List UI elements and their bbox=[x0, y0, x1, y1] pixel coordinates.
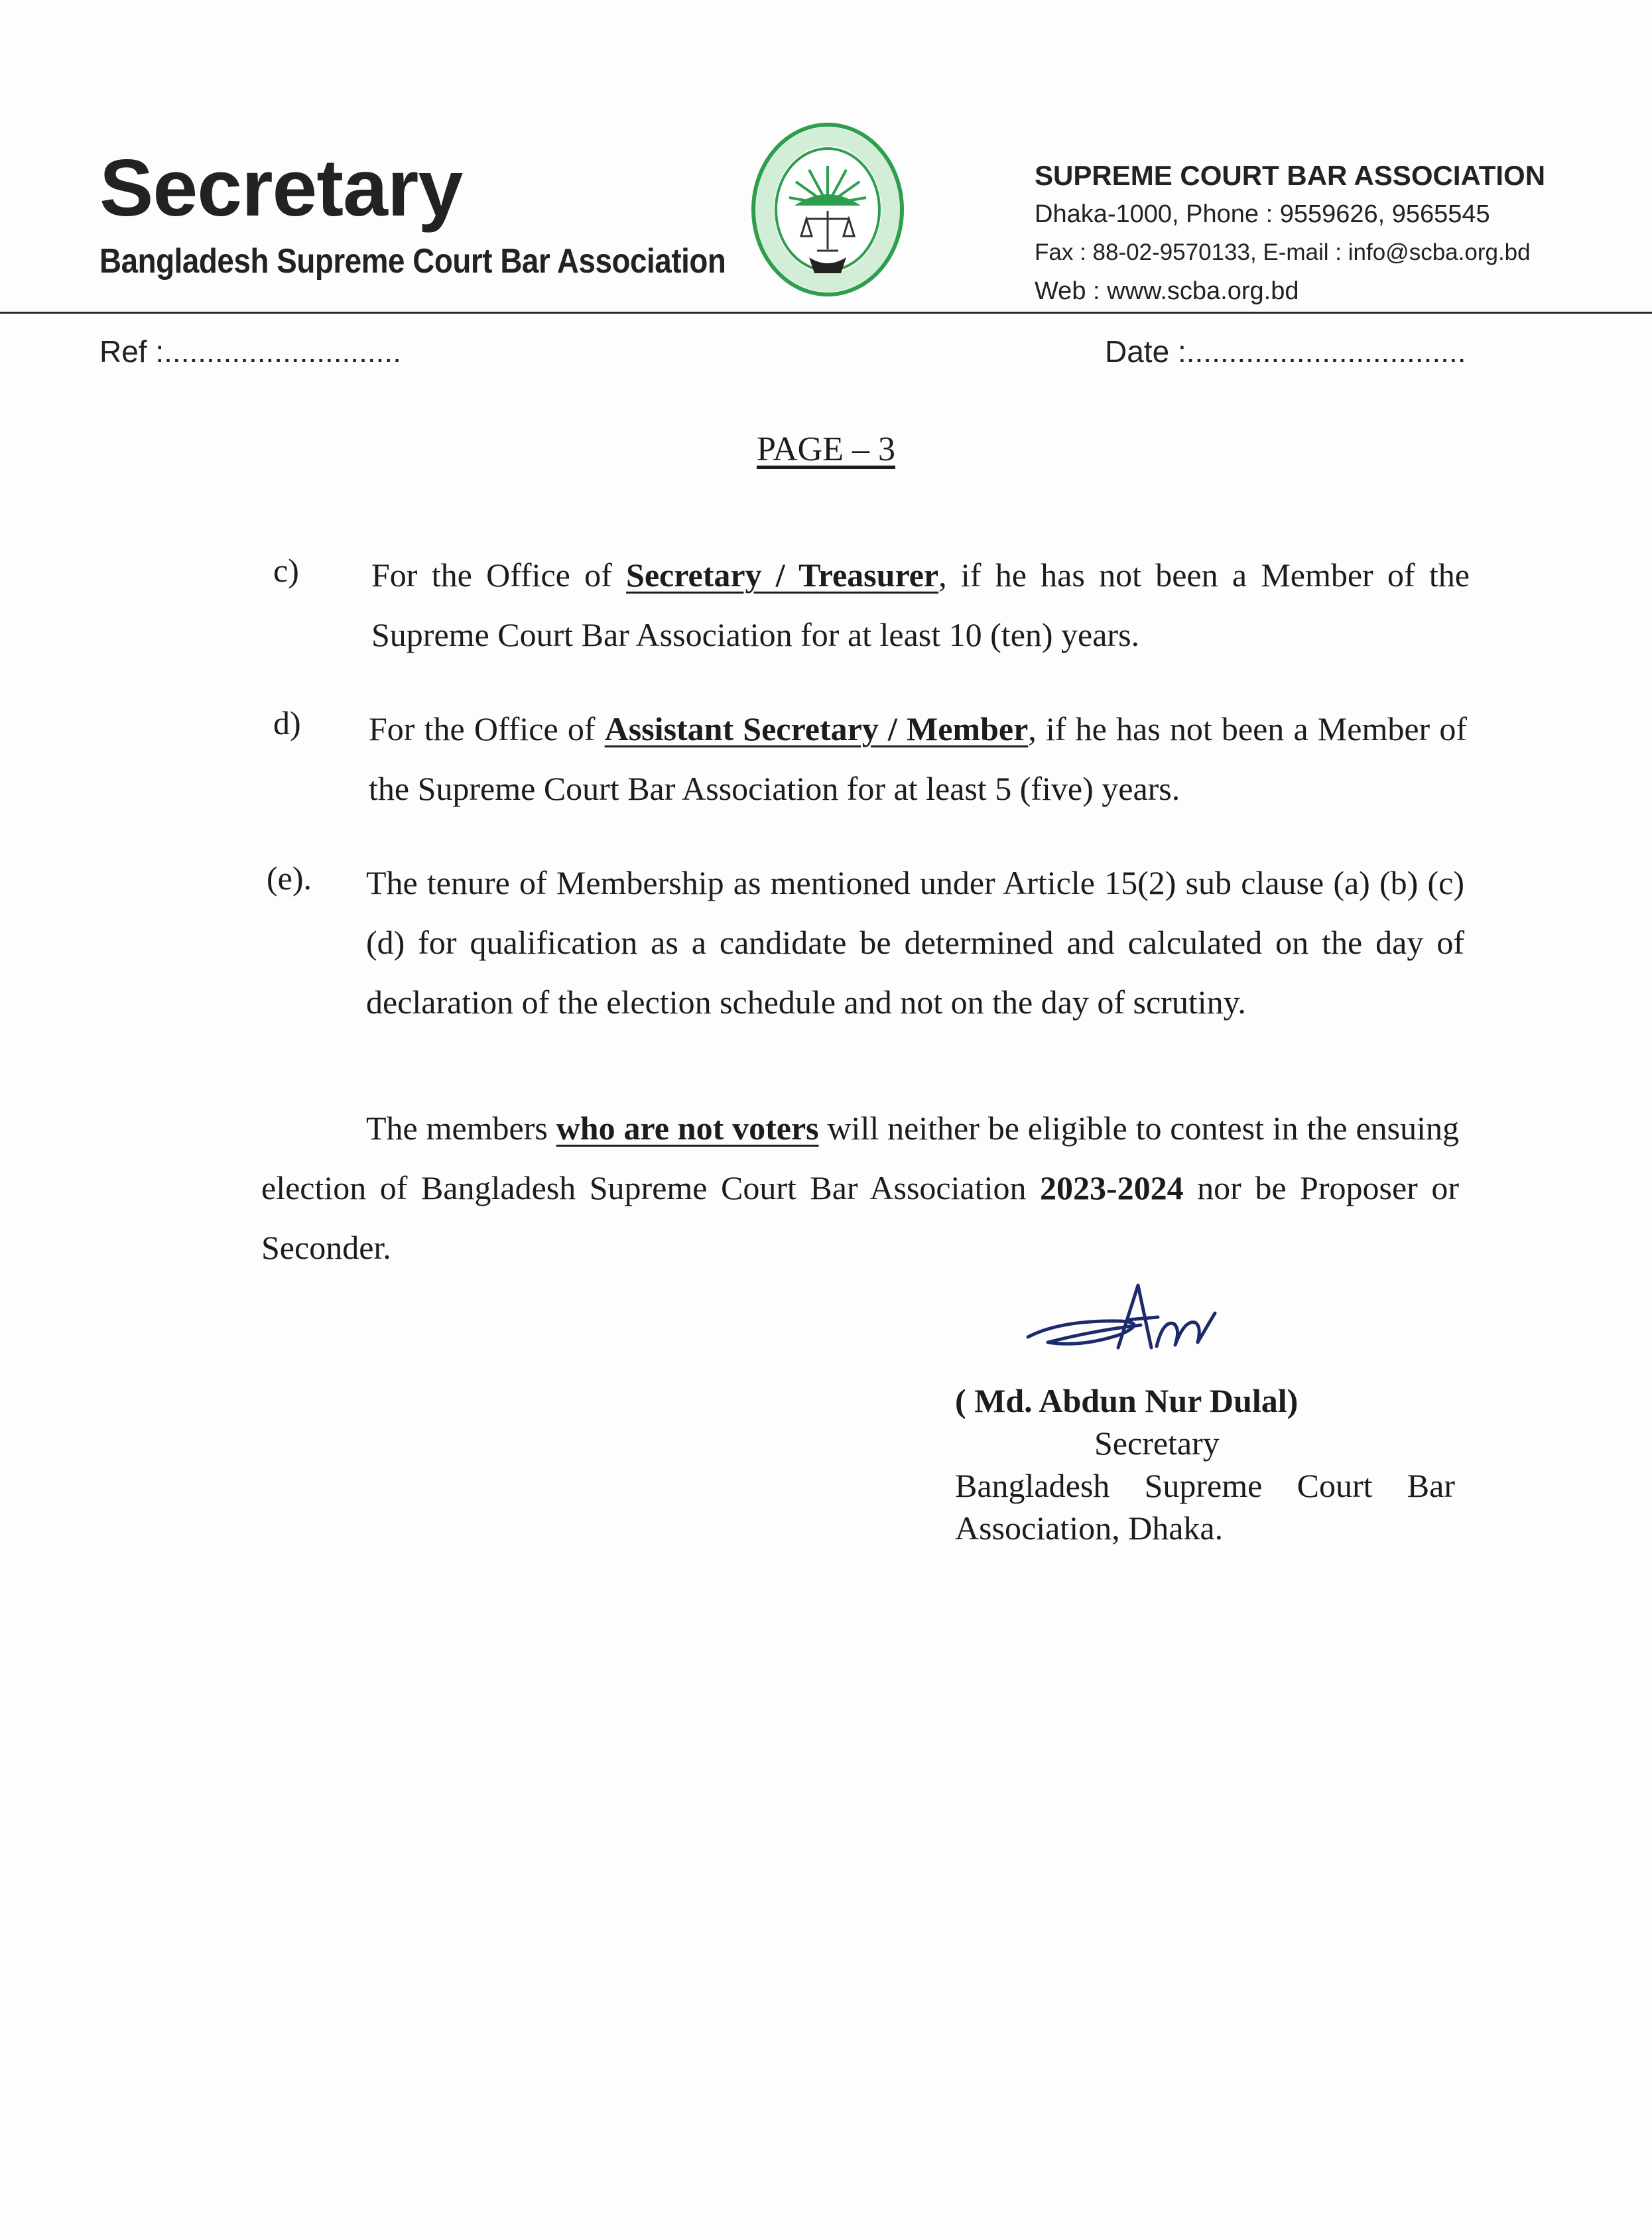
association-logo bbox=[748, 119, 907, 300]
contact-web: Web : www.scba.org.bd bbox=[1035, 277, 1299, 305]
closing-emphasis: who are not voters bbox=[556, 1110, 819, 1147]
item-d-prefix: For the Office of bbox=[369, 710, 605, 747]
item-c-suffix: , if he has not been a Member of the Supreme Court Bar Association for at least 10 (ten) years. bbox=[371, 556, 1470, 653]
contact-fax-email: Fax : 88-02-9570133, E-mail : info@scba.org.bd bbox=[1035, 239, 1531, 265]
item-e-text: The tenure of Membership as mentioned under Article 15(2) sub clause (a) (b) (c) (d) for qualification as a candidate be determined and calculated on the day of declaration of the election schedule and not on the day of scrutiny. bbox=[366, 864, 1464, 1021]
closing-middle: will neither be eligible to contest in the ensuing election of Bangladesh Supreme Court Bar Association bbox=[261, 1110, 1459, 1206]
item-label-d: d) bbox=[273, 704, 301, 741]
item-d-text bbox=[369, 699, 1467, 818]
closing-paragraph bbox=[261, 1098, 1459, 1277]
contact-org: SUPREME COURT BAR ASSOCIATION bbox=[1035, 160, 1546, 191]
handwritten-signature bbox=[1021, 1273, 1227, 1360]
header-divider bbox=[0, 312, 1652, 314]
item-d-office: Assistant Secretary / Member bbox=[604, 710, 1029, 747]
item-c-text bbox=[371, 545, 1470, 665]
election-year: 2023-2024 bbox=[1039, 1169, 1184, 1206]
page-label: PAGE – 3 bbox=[756, 430, 895, 468]
signatory-name: ( Md. Abdun Nur Dulal) bbox=[955, 1382, 1299, 1419]
item-label-e: (e). bbox=[267, 860, 312, 897]
letterhead-title: Secretary bbox=[99, 143, 463, 233]
contact-block bbox=[1035, 157, 1545, 310]
signatory-title: Secretary bbox=[1094, 1425, 1220, 1462]
signatory-org-line1: Bangladesh Supreme Court Bar bbox=[955, 1467, 1455, 1504]
contact-address-phone: Dhaka-1000, Phone : 9559626, 9565545 bbox=[1035, 200, 1490, 228]
item-label-c: c) bbox=[273, 552, 299, 589]
letterhead-subtitle: Bangladesh Supreme Court Bar Association bbox=[99, 242, 726, 281]
closing-prefix: The members bbox=[366, 1110, 556, 1147]
date-field: Date :................................. bbox=[1105, 334, 1466, 369]
item-c-office: Secretary / Treasurer bbox=[626, 556, 939, 594]
ref-field: Ref :............................ bbox=[99, 334, 401, 369]
item-c-prefix: For the Office of bbox=[371, 556, 627, 594]
closing-suffix: nor be Proposer or Seconder. bbox=[261, 1169, 1459, 1266]
signatory-block bbox=[955, 1379, 1455, 1549]
item-d-suffix: , if he has not been a Member of the Supreme Court Bar Association for at least 5 (five) years. bbox=[369, 710, 1468, 807]
signatory-org-line2: Association, Dhaka. bbox=[955, 1509, 1224, 1547]
